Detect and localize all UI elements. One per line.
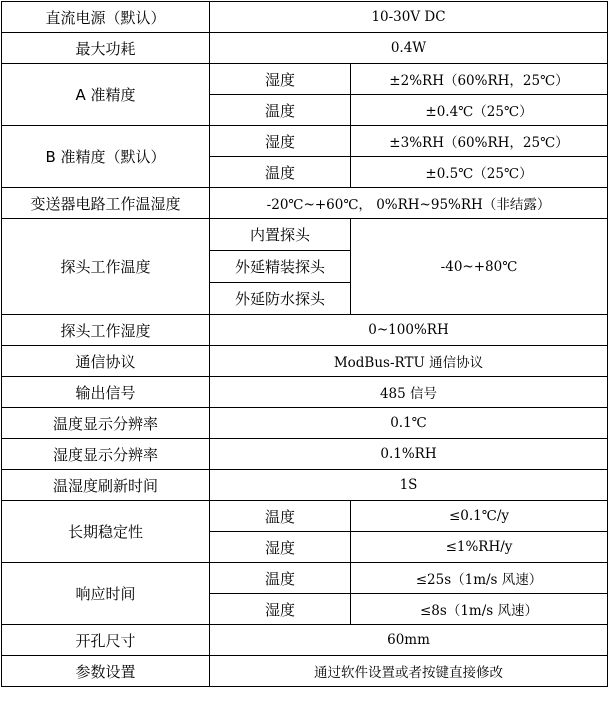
table-row (2, 439, 608, 470)
table-row (2, 377, 608, 408)
spec-table (1, 1, 608, 687)
table-row (2, 2, 608, 33)
row-label: 温度显示分辨率 (2, 408, 210, 439)
row-label: 参数设置 (2, 656, 210, 687)
sub-label: 内置探头 (210, 219, 351, 251)
table-row (2, 126, 608, 157)
row-value: 485 信号 (210, 377, 608, 408)
row-label: 最大功耗 (2, 33, 210, 64)
row-label: 探头工作温度 (2, 219, 210, 315)
table-row (2, 656, 608, 687)
row-label: 探头工作湿度 (2, 315, 210, 346)
row-value: -20℃~+60℃， 0%RH~95%RH（非结露） (210, 188, 608, 219)
row-value: ≤8s（1m/s 风速） (351, 594, 608, 625)
row-value: ModBus-RTU 通信协议 (210, 346, 608, 377)
sub-label: 温度 (210, 501, 351, 532)
row-value: 10-30V DC (210, 2, 608, 33)
row-value: ±3%RH（60%RH，25℃） (351, 126, 608, 157)
table-row (2, 408, 608, 439)
table-row (2, 64, 608, 95)
sub-label: 湿度 (210, 64, 351, 95)
sub-label: 湿度 (210, 126, 351, 157)
sub-label: 湿度 (210, 594, 351, 625)
row-label: 输出信号 (2, 377, 210, 408)
row-value: 通过软件设置或者按键直接修改 (210, 656, 608, 687)
row-label: 通信协议 (2, 346, 210, 377)
sub-label: 湿度 (210, 532, 351, 563)
row-value: 1S (210, 470, 608, 501)
sub-label: 外延精装探头 (210, 251, 351, 283)
table-row (2, 33, 608, 64)
row-label: B 准精度（默认） (2, 126, 210, 188)
table-row (2, 315, 608, 346)
table-row (2, 470, 608, 501)
row-value: 60mm (210, 625, 608, 656)
row-value: 0~100%RH (210, 315, 608, 346)
row-value: ±0.5℃（25℃） (351, 157, 608, 188)
row-label: 响应时间 (2, 563, 210, 625)
row-value: 0.4W (210, 33, 608, 64)
row-value: ≤0.1℃/y (351, 501, 608, 532)
row-value: ±2%RH（60%RH，25℃） (351, 64, 608, 95)
row-label: 长期稳定性 (2, 501, 210, 563)
table-row (2, 625, 608, 656)
row-value: ≤1%RH/y (351, 532, 608, 563)
table-row (2, 219, 608, 251)
row-label: 温湿度刷新时间 (2, 470, 210, 501)
table-row (2, 501, 608, 532)
row-value: -40~+80℃ (351, 219, 608, 315)
sub-label: 温度 (210, 563, 351, 594)
row-label: 湿度显示分辨率 (2, 439, 210, 470)
table-row (2, 188, 608, 219)
sub-label: 温度 (210, 95, 351, 126)
row-value: 0.1℃ (210, 408, 608, 439)
sub-label: 温度 (210, 157, 351, 188)
row-label: A 准精度 (2, 64, 210, 126)
row-label: 变送器电路工作温湿度 (2, 188, 210, 219)
row-label: 开孔尺寸 (2, 625, 210, 656)
table-row (2, 346, 608, 377)
row-value: ±0.4℃（25℃） (351, 95, 608, 126)
table-row (2, 563, 608, 594)
row-value: ≤25s（1m/s 风速） (351, 563, 608, 594)
row-label: 直流电源（默认） (2, 2, 210, 33)
row-value: 0.1%RH (210, 439, 608, 470)
sub-label: 外延防水探头 (210, 283, 351, 315)
